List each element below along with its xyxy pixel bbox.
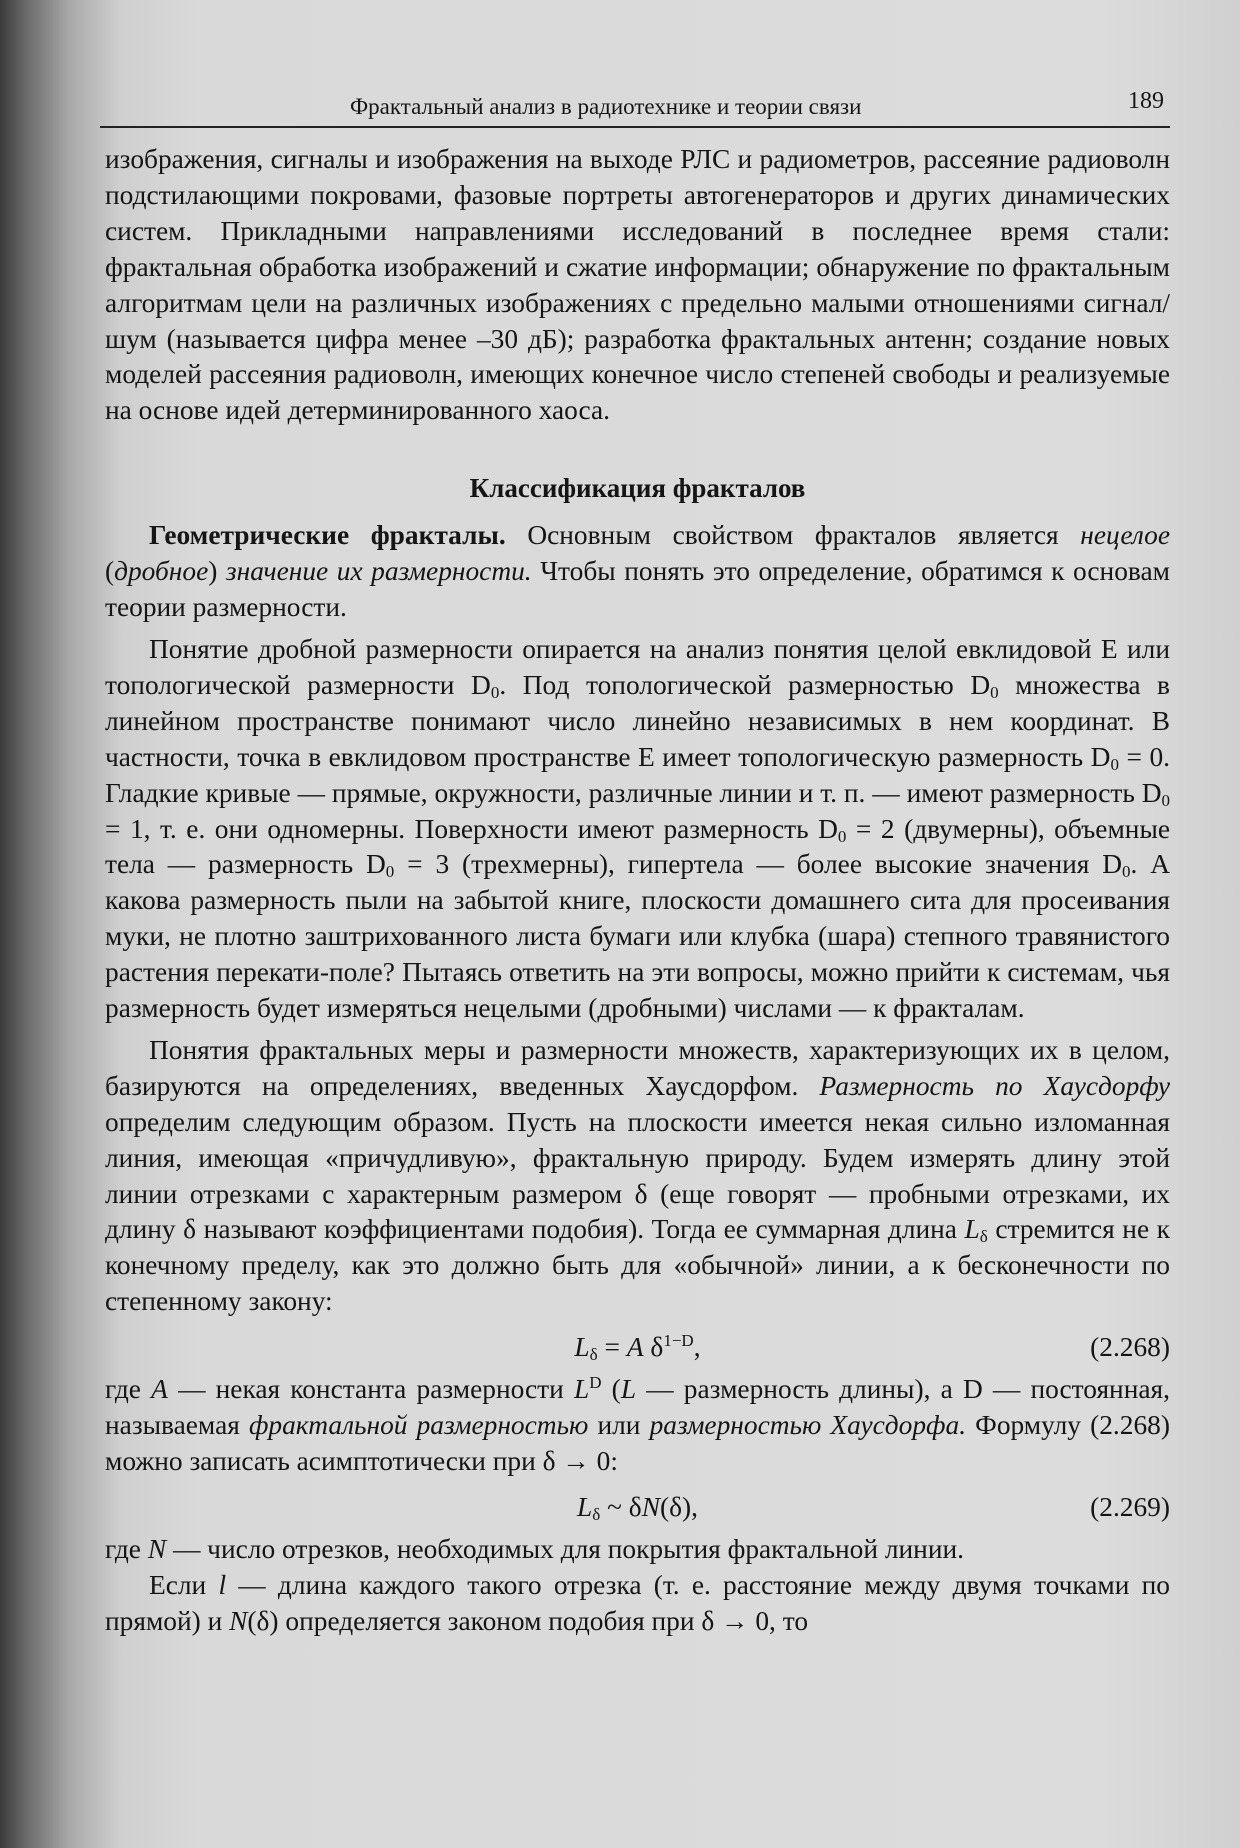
equation-2-268: $L_\delta = A$ $\delta^{1-D}$, (2.268) — [105, 1324, 1170, 1370]
emphasis: дробное — [114, 556, 209, 587]
emphasis: значение их размерности. — [225, 556, 532, 587]
emphasis: Размерность по Хаусдорфу — [819, 1070, 1170, 1101]
paragraph-geometric-fractals: Геометрические фракталы. Основным свойством фракталов является нецелое (дробное) значение их размерности. Чтобы понять это определение, обратимся к основам теории размерности. — [105, 520, 1170, 623]
paragraph-continued: изображения, сигналы и изображения на выходе РЛС и радиометров, рассеяние радиоволн подстилающими покровами, фазовые портреты автогенераторов и других динамических систем. Прикладными направлениями исследований в последнее время стали: фрактальная обработка изображений и сжатие информации; обнаружение по фрактальным алгоритмам цели на различных изображениях с предельно малыми отношениями сигнал/шум (называется цифра менее –30 дБ); разработка фрактальных антенн; создание новых моделей рассеяния радиоволн, имеющих конечное число степеней свободы и реализуемые на основе идей детерминированного хаоса. — [105, 144, 1170, 426]
paragraph-constant-definition: где A — некая константа размерности $L^D$ (L — размерность длины), а D — постоянная, называемая фрактальной размерностью или размерностью Хаусдорфа. Формулу (2.268) можно записать асимптотически при δ → 0: — [105, 1373, 1170, 1476]
paragraph-hausdorff-dimension: Понятия фрактальных меры и размерности множеств, характеризующих их в целом, базируются на определениях, введенных Хаусдорфом. Размерность по Хаусдорфу определим следующим образом. Пусть на плоскости имеется некая сильно изломанная линия, имеющая «причудливую», фрактальную природу. Будем измерять длину этой линии отрезками с характерным размером δ (еще говорят — пробными отрезками, их длину δ называют коэффициентами подобия). Тогда ее суммарная длина $L_\delta$ стремится не к конечному пределу, как это должно быть для «обычной» линии, а к бесконечности по степенному закону: — [105, 1034, 1170, 1317]
equation-2-269: $L_\delta$ ~ δN(δ), (2.269) — [105, 1484, 1170, 1530]
paragraph-n-definition: где N — число отрезков, необходимых для покрытия фрактальной линии. — [105, 1533, 965, 1564]
paragraph-topological-dimension: Понятие дробной размерности опирается на анализ понятия целой евклидовой Е или топологической размерности $D_0$. Под топологической размерностью $D_0$ множества в линейном пространстве понимают число линейно независимых в нем координат. В частности, точка в евклидовом пространстве Е имеет топологическую размерность $D_0 = 0$. Гладкие кривые — прямые, окружности, различные линии и т. п. — имеют размерность $D_0 = 1$, т. е. они одномерны. Поверхности имеют размерность $D_0 = 2$ (двумерны), объемные тела — размерность $D_0 = 3$ (трехмерны), гипертела — более высокие значения $D_0$. А какова размерность пыли на забытой книге, плоскости домашнего сита для просеивания муки, не плотно заштрихованного листа бумаги или клубка (шара) степного травянистого растения перекати-поле? Пытаясь ответить на эти вопросы, можно прийти к системам, чья размерность будет измеряться нецелыми (дробными) числами — к фракталам. — [105, 633, 1171, 1024]
running-title: Фрактальный анализ в радиотехнике и теории связи — [350, 94, 862, 119]
paragraph-segment-length: Если l — длина каждого такого отрезка (т. е. расстояние между двумя точками по прямой) и N(δ) определяется законом подобия при δ → 0, то — [105, 1569, 1170, 1636]
emphasis: нецелое — [1080, 520, 1170, 551]
equation-number: (2.269) — [1090, 1491, 1170, 1522]
runin-heading: Геометрические фракталы. — [149, 520, 506, 551]
equation-number: (2.268) — [1090, 1332, 1170, 1363]
section-title: Классификация фракталов — [469, 473, 806, 504]
page-body — [105, 142, 1170, 1640]
page-number: 189 — [1128, 88, 1164, 114]
emphasis: фрактальной размерностью — [248, 1410, 589, 1441]
emphasis: размерностью Хаусдорфа. — [649, 1410, 967, 1441]
page-header — [100, 86, 1170, 128]
